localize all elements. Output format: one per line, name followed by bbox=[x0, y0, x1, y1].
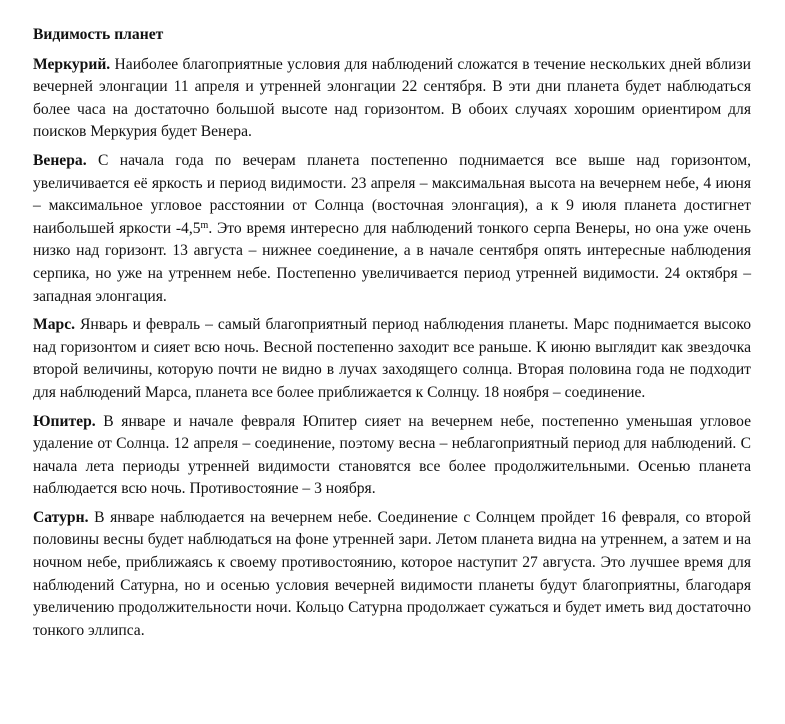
planet-name-mercury: Меркурий. bbox=[33, 55, 111, 73]
paragraph-text: Январь и февраль – самый благоприятный период наблюдения планеты. Марс поднимается высоко над горизонтом и сияет всю ночь. Весной постепенно заходит все раньше. К июню выглядит как звездочка второй величины, которую почти не видно в лучах заходящего солнца. Вторая половина года не подходит для наблюдений Марса, планета все более приближается к Солнцу. 18 ноября – соединение. bbox=[33, 316, 751, 401]
paragraph-saturn bbox=[33, 507, 751, 643]
paragraph-text: Наиболее благоприятные условия для наблюдений сложатся в течение нескольких дней вблизи вечерней элонгации 11 апреля и утренней элонгации 22 сентября. В эти дни планета будет наблюдаться более часа на достаточно большой высоте над горизонтом. В обоих случаях хорошим ориентиром для поисков Меркурия будет Венера. bbox=[33, 55, 751, 141]
planet-name-mars: Марс. bbox=[33, 316, 76, 334]
paragraph-text: . Это время интересно для наблюдений тонкого серпа Венеры, но она уже очень низко над горизонт. 13 августа – нижнее соединение, а в начале сентября опять интересные наблюдения серпика, но уже на утреннем небе. Постепенно увеличивается период утренней видимости. 24 октября – западная элонгация. bbox=[33, 219, 751, 305]
document-page bbox=[33, 24, 751, 648]
paragraph-text: В январе и начале февраля Юпитер сияет на вечернем небе, постепенно уменьшая угловое удаление от Солнца. 12 апреля – соединение, поэтому весна – неблагоприятный период для наблюдений. С начала лета периоды утренней видимости становятся все более продолжительными. Осенью планета наблюдается всю ночь. Противостояние – 3 ноября. bbox=[33, 412, 751, 498]
paragraph-text: С начала года по вечерам планета постепенно поднимается все выше над горизонтом, увеличивается её яркость и период видимости. 23 апреля – максимальная высота на вечернем небе, 4 июня – максимальное угловое расстоянии от Солнца (восточная элонгация), а к 9 июля планета достигнет наибольшей яркости -4,5 bbox=[33, 151, 751, 237]
planet-name-jupiter: Юпитер. bbox=[33, 412, 96, 430]
planet-name-venus: Венера. bbox=[33, 151, 87, 169]
planet-name-saturn: Сатурн. bbox=[33, 508, 89, 526]
paragraph-text: В январе наблюдается на вечернем небе. Соединение с Солнцем пройдет 16 февраля, со второй половины весны будет наблюдаться на фоне утренней зари. Летом планета видна на утреннем, а затем и на ночном небе, приближаясь к своему противостоянию, которое наступит 27 августа. Это лучшее время для наблюдений Сатурна, но и осенью условия вечерней видимости планеты будут благоприятны, благодаря увеличению продолжительности ночи. Кольцо Сатурна продолжает сужаться и будет иметь вид достаточно тонкого эллипса. bbox=[33, 508, 751, 639]
document-title: Видимость планет bbox=[33, 26, 164, 43]
paragraph-venus bbox=[33, 150, 751, 308]
magnitude-superscript: m bbox=[200, 219, 209, 231]
paragraph-mercury bbox=[33, 54, 751, 144]
paragraph-mars bbox=[33, 314, 751, 404]
paragraph-jupiter bbox=[33, 411, 751, 501]
